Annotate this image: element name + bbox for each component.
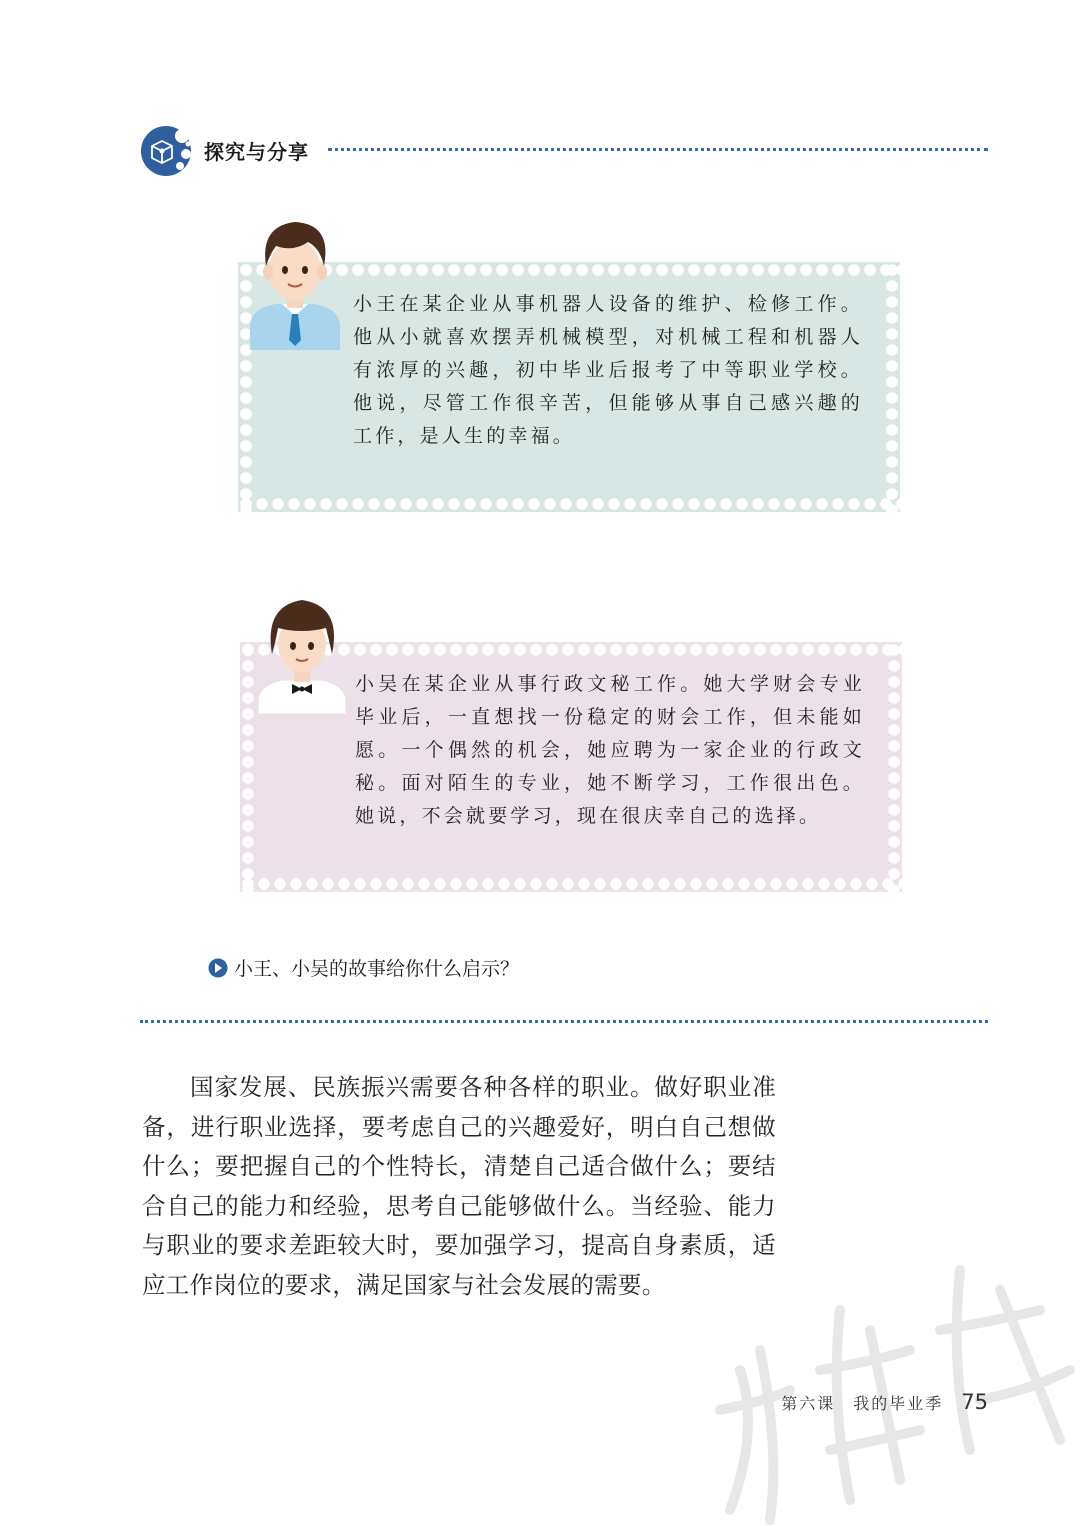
- page-footer: [781, 1390, 988, 1414]
- boy-avatar: [246, 212, 344, 350]
- story-text-wu: 小吴在某企业从事行政文秘工作。她大学财会专业毕业后，一直想找一份稳定的财会工作，但未能如愿。一个偶然的机会，她应聘为一家企业的行政文秘。面对陌生的专业，她不断学习，工作很出色。她说，不会就要学习，现在很庆幸自己的选择。: [355, 673, 865, 827]
- header-divider: [328, 148, 988, 151]
- story-text-wang: 小王在某企业从事机器人设备的维护、检修工作。他从小就喜欢摆弄机械模型，对机械工程和机器人有浓厚的兴趣，初中毕业后报考了中等职业学校。他说，尽管工作很辛苦，但能够从事自己感兴趣的工作，是人生的幸福。: [353, 293, 863, 447]
- question-text: 小王、小吴的故事给你什么启示？: [234, 958, 520, 980]
- cube-molecule-icon: [140, 124, 194, 178]
- arrow-bullet-icon: [208, 958, 228, 978]
- page-number: 75: [961, 1390, 988, 1414]
- lesson-title: 第六课 我的毕业季: [781, 1394, 944, 1413]
- section-title: 探究与分享: [204, 140, 309, 164]
- body-paragraph: 国家发展、民族振兴需要各种各样的职业。做好职业准备，进行职业选择，要考虑自己的兴趣爱好，明白自己想做什么；要把握自己的个性特长，清楚自己适合做什么；要结合自己的能力和经验，思考自己能够做什么。当经验、能力与职业的要求差距较大时，要加强学习，提高自身素质，适应工作岗位的要求，满足国家与社会发展的需要。: [142, 1073, 776, 1299]
- section-divider: [140, 1020, 988, 1023]
- girl-avatar: [256, 588, 348, 714]
- section-header: [140, 124, 990, 178]
